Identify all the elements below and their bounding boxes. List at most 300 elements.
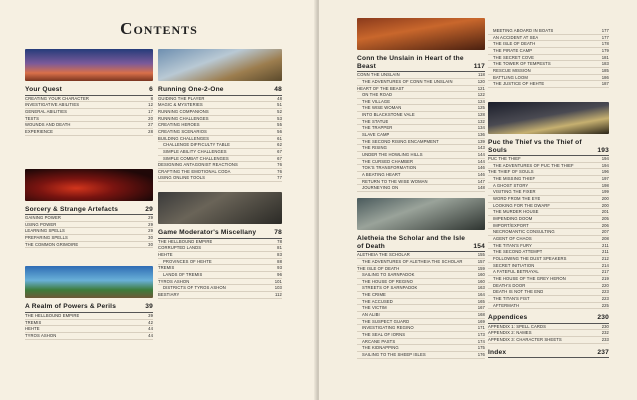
toc-entry-title: HEHTE <box>25 326 40 332</box>
toc-entry[interactable] <box>357 86 485 93</box>
toc-entry-title: A GHOST STORY <box>493 182 529 188</box>
toc-entry[interactable] <box>25 235 153 242</box>
section-your-quest <box>25 84 153 136</box>
toc-entry-title: THE SECRET COVE <box>493 54 534 60</box>
toc-entry-title: LOOKING FOR THE DWARF <box>493 202 551 208</box>
toc-entry-page: 194 <box>601 156 609 162</box>
toc-entry-title: THE COMMON GRIMOIRE <box>25 241 79 247</box>
toc-entry[interactable] <box>357 345 485 352</box>
toc-entry-page: 29 <box>148 215 153 221</box>
toc-entry[interactable] <box>357 285 485 292</box>
left-page <box>0 0 318 400</box>
toc-entry[interactable] <box>25 242 153 249</box>
toc-entry-title: PUC THE THIEF <box>488 156 521 162</box>
toc-entry-title: THE VICTIM <box>362 305 387 311</box>
toc-entry-title: THE RISING <box>362 145 387 151</box>
section-heading-title: Appendices <box>488 314 528 322</box>
toc-entry[interactable] <box>488 41 609 48</box>
toc-entry[interactable] <box>158 142 282 149</box>
toc-entry[interactable] <box>158 149 282 156</box>
toc-entry[interactable] <box>25 313 153 320</box>
toc-entry-page: 146 <box>477 165 485 171</box>
toc-entry[interactable] <box>357 266 485 273</box>
toc-entry-page: 225 <box>601 302 609 308</box>
toc-entry[interactable] <box>357 252 485 259</box>
toc-entry[interactable] <box>25 102 153 109</box>
toc-entry-title: CRAFTING THE EMOTIONAL CODA <box>158 168 231 174</box>
toc-entry-title: LEARNING SPELLS <box>25 228 65 234</box>
toc-entry-page: 178 <box>601 41 609 47</box>
toc-entry-page: 51 <box>277 102 282 108</box>
toc-entry[interactable] <box>488 75 609 82</box>
toc-entry-page: 62 <box>277 142 282 148</box>
toc-entry-page: 139 <box>477 138 485 144</box>
toc-entry-page: 155 <box>477 252 485 258</box>
toc-entry-title: THE ISLE OF DEATH <box>357 265 400 271</box>
toc-entry-page: 223 <box>601 295 609 301</box>
toc-entry-title: USING POWER <box>25 221 57 227</box>
toc-entry-page: 214 <box>601 262 609 268</box>
toc-entry[interactable] <box>488 196 609 203</box>
section-aletheia-continued <box>488 28 609 88</box>
section-realm <box>25 301 153 339</box>
toc-entry[interactable] <box>357 92 485 99</box>
toc-entry-page: 223 <box>601 289 609 295</box>
toc-entry[interactable] <box>488 156 609 163</box>
toc-entry[interactable] <box>357 132 485 139</box>
toc-entry[interactable] <box>488 81 609 88</box>
right-page-left-column <box>357 18 485 359</box>
section-heading-page: 39 <box>145 303 153 311</box>
toc-entry[interactable] <box>158 102 282 109</box>
section-gm <box>158 227 282 299</box>
toc-entry-title: TYROS ASHON <box>158 278 190 284</box>
realm-banner-image <box>25 266 153 298</box>
toc-entry[interactable] <box>488 229 609 236</box>
toc-entry[interactable] <box>158 285 282 292</box>
toc-entry[interactable] <box>158 239 282 246</box>
toc-entry-page: 185 <box>601 67 609 73</box>
right-column <box>158 49 282 299</box>
toc-entry[interactable] <box>357 185 485 192</box>
toc-entry-title: DESIGNING ANTAGONIST REACTIONS <box>158 162 238 168</box>
toc-entry-page: 199 <box>601 189 609 195</box>
toc-entry-page: 206 <box>601 222 609 228</box>
aletheia-banner-image <box>357 198 485 230</box>
toc-entry[interactable] <box>357 165 485 172</box>
toc-entry-page: 8 <box>150 95 153 101</box>
toc-entry-page: 194 <box>601 162 609 168</box>
toc-entry[interactable] <box>25 320 153 327</box>
toc-entry-title: BESTIARY <box>158 291 180 297</box>
toc-entry-page: 28 <box>148 128 153 134</box>
toc-entry-title: THE VILLAGE <box>362 98 391 104</box>
toc-entry-title: TESTS <box>25 115 39 121</box>
toc-entry-title: USING ONLINE TOOLS <box>158 175 206 181</box>
toc-entry[interactable] <box>357 99 485 106</box>
toc-entry[interactable] <box>357 145 485 152</box>
toc-entry-page: 169 <box>477 318 485 324</box>
toc-entry[interactable] <box>357 352 485 359</box>
toc-entry-page: 93 <box>277 265 282 271</box>
toc-entry-page: 146 <box>477 172 485 178</box>
toc-entry[interactable] <box>488 216 609 223</box>
toc-entry-title: THE SECOND ATTEMPT <box>493 249 543 255</box>
left-column <box>25 49 153 340</box>
section-heading-title: A Realm of Powers & Perils <box>25 303 117 311</box>
section-heading[interactable] <box>158 227 282 239</box>
toc-entry[interactable] <box>158 129 282 136</box>
toc-entry-page: 88 <box>277 258 282 264</box>
toc-entry-title: BUILDING CHALLENGES <box>158 135 210 141</box>
toc-entry[interactable] <box>357 325 485 332</box>
toc-entry-title: THE CRIME <box>362 292 386 298</box>
toc-entry-title: WOUNDS AND DEATH <box>25 122 71 128</box>
toc-entry[interactable] <box>357 312 485 319</box>
toc-entry-title: THE ADVENTURES OF CONN THE UNSLAIN <box>362 78 453 84</box>
toc-entry[interactable] <box>25 122 153 129</box>
page-title: Contents <box>120 19 198 38</box>
toc-entry-page: 67 <box>277 155 282 161</box>
toc-entry[interactable] <box>488 189 609 196</box>
toc-entry-title: BATTLING LOOM <box>493 74 528 80</box>
running-banner-image <box>158 49 282 81</box>
toc-entry[interactable] <box>158 122 282 129</box>
toc-entry-title: THE SEAL OF IORNS <box>362 332 406 338</box>
toc-entry-page: 147 <box>477 178 485 184</box>
toc-entry-title: EXPERIENCE <box>25 128 53 134</box>
toc-entry[interactable] <box>158 265 282 272</box>
section-heading-title: Sorcery & Strange Artefacts <box>25 205 119 213</box>
toc-entry-page: 48 <box>277 95 282 101</box>
toc-entry[interactable] <box>488 203 609 210</box>
toc-entry[interactable] <box>488 324 609 331</box>
toc-entry-page: 96 <box>277 272 282 277</box>
toc-entry-title: CREATING YOUR CHARACTER <box>25 95 90 101</box>
toc-entry[interactable] <box>357 125 485 132</box>
toc-entry[interactable] <box>158 259 282 266</box>
toc-entry-page: 177 <box>601 28 609 33</box>
toc-entry-title: A BEATING HEART <box>362 172 401 178</box>
section-conn <box>357 53 485 192</box>
toc-entry-title: INTO BLACKSTONE VALE <box>362 112 415 118</box>
toc-entry-page: 163 <box>477 285 485 291</box>
toc-entry[interactable] <box>158 175 282 182</box>
toc-entry[interactable] <box>158 245 282 252</box>
toc-entry[interactable] <box>488 183 609 190</box>
toc-entry-title: RUNNING COMPANIONS <box>158 108 209 114</box>
section-heading-page: 6 <box>149 86 153 93</box>
toc-entry-title: AFTERMATH <box>493 302 520 308</box>
toc-entry[interactable] <box>25 116 153 123</box>
toc-entry-page: 165 <box>477 298 485 304</box>
toc-entry[interactable] <box>488 276 609 283</box>
toc-entry-title: AN ALIBI <box>362 312 380 318</box>
toc-entry[interactable] <box>357 179 485 186</box>
toc-entry[interactable] <box>25 109 153 116</box>
toc-entry-title: A FATEFUL BETRAYAL <box>493 269 539 275</box>
toc-entry-title: GUIDING THE PLAYER <box>158 95 205 101</box>
toc-entry-page: 219 <box>601 275 609 281</box>
toc-entry[interactable] <box>488 283 609 290</box>
toc-entry[interactable] <box>488 289 609 296</box>
toc-entry[interactable] <box>488 337 609 344</box>
toc-entry-page: 118 <box>478 72 485 78</box>
section-heading[interactable] <box>25 204 153 216</box>
toc-entry[interactable] <box>357 79 485 86</box>
toc-entry-page: 201 <box>601 209 609 215</box>
toc-entry-title: THE HELLBOUND EMPIRE <box>25 313 80 318</box>
toc-entry[interactable] <box>488 209 609 216</box>
toc-entry-page: 101 <box>274 278 282 284</box>
toc-entry-page: 230 <box>601 323 609 329</box>
toc-entry-title: THE WISE WOMAN <box>362 105 402 111</box>
toc-entry[interactable] <box>158 136 282 143</box>
toc-entry-page: 217 <box>601 269 609 275</box>
toc-entry[interactable] <box>357 292 485 299</box>
gm-banner-image <box>158 192 282 224</box>
toc-entry[interactable] <box>488 236 609 243</box>
toc-entry-page: 42 <box>148 319 153 325</box>
toc-entry[interactable] <box>357 319 485 326</box>
toc-entry-page: 29 <box>148 228 153 234</box>
toc-entry-page: 176 <box>477 352 485 358</box>
section-heading[interactable] <box>158 84 282 96</box>
toc-entry[interactable] <box>488 243 609 250</box>
section-heading-title: Your Quest <box>25 86 63 93</box>
toc-entry-title: NECROMANTIC CONSULTING <box>493 229 555 235</box>
section-heading[interactable] <box>25 84 153 96</box>
toc-entry-page: 112 <box>275 291 282 297</box>
toc-entry[interactable] <box>488 249 609 256</box>
toc-entry[interactable] <box>25 228 153 235</box>
section-heading-page: 78 <box>274 229 282 237</box>
toc-entry[interactable] <box>158 156 282 163</box>
toc-entry[interactable] <box>488 330 609 337</box>
toc-entry[interactable] <box>25 96 153 103</box>
toc-entry[interactable] <box>488 61 609 68</box>
toc-entry-title: SAILING TO SARNPADOK <box>362 272 415 278</box>
section-heading-page: 193 <box>597 146 609 154</box>
toc-entry[interactable] <box>488 48 609 55</box>
toc-entry-title: THE ADVENTURES OF ALETHEIA THE SCHOLAR <box>362 258 463 264</box>
toc-entry-title: RESCUE MISSION <box>493 67 531 73</box>
section-heading[interactable] <box>357 233 485 252</box>
section-heading-page: 230 <box>597 314 609 322</box>
toc-entry-page: 233 <box>601 337 609 343</box>
toc-entry-page: 220 <box>601 282 609 288</box>
toc-entry-page: 27 <box>148 122 153 128</box>
toc-entry-page: 61 <box>277 135 282 141</box>
toc-entry[interactable] <box>357 272 485 279</box>
toc-entry-page: 211 <box>602 249 609 255</box>
section-heading-title: Game Moderator's Miscellany <box>158 229 257 237</box>
toc-entry[interactable] <box>357 259 485 266</box>
toc-entry[interactable] <box>357 72 485 79</box>
toc-entry-title: IMPENDING DOOM <box>493 216 533 221</box>
section-heading[interactable] <box>488 312 609 324</box>
toc-entry-title: THE MURDER HOUSE <box>493 209 539 215</box>
toc-entry-title: THE MISSING THIEF <box>493 176 536 182</box>
toc-entry[interactable] <box>158 96 282 103</box>
toc-entry-page: 179 <box>601 47 609 53</box>
toc-entry-page: 29 <box>148 221 153 227</box>
toc-entry-title: TREMIS <box>158 265 175 271</box>
toc-entry-page: 148 <box>477 185 485 191</box>
section-heading[interactable] <box>25 301 153 313</box>
toc-entry[interactable] <box>357 305 485 312</box>
toc-entry-title: THE KIDNAPPING <box>362 345 399 351</box>
toc-entry-page: 44 <box>148 332 153 338</box>
toc-entry-page: 30 <box>148 241 153 247</box>
toc-entry-page: 187 <box>601 81 609 87</box>
toc-entry[interactable] <box>357 279 485 286</box>
toc-entry-page: 186 <box>601 74 609 80</box>
toc-entry[interactable] <box>488 303 609 310</box>
toc-entry-page: 56 <box>277 128 282 134</box>
toc-entry[interactable] <box>357 299 485 306</box>
toc-entry-title: INVESTIGATIVE ABILITIES <box>25 102 80 108</box>
toc-entry-page: 128 <box>477 112 485 118</box>
toc-entry-title: VISITING THE FIXER <box>493 189 536 195</box>
puc-banner-image <box>488 102 609 134</box>
toc-entry[interactable] <box>357 112 485 119</box>
toc-entry-page: 159 <box>477 265 485 271</box>
toc-entry[interactable] <box>488 296 609 303</box>
toc-entry-title: PREPARING SPELLS <box>25 235 68 241</box>
toc-entry-page: 132 <box>477 118 485 124</box>
toc-entry-title: APPENDIX 2: NAMES <box>488 330 532 336</box>
toc-entry[interactable] <box>158 109 282 116</box>
toc-entry[interactable] <box>357 139 485 146</box>
toc-entry[interactable] <box>158 279 282 286</box>
toc-entry-title: THE TOWER OF TEMPESTS <box>493 61 551 67</box>
section-heading-page: 154 <box>473 242 485 250</box>
toc-entry-title: HEART OF THE BEAST <box>357 85 405 91</box>
toc-entry-page: 198 <box>601 182 609 188</box>
toc-entry-title: SECRET INITIATION <box>493 262 535 268</box>
toc-entry-title: WORD FROM THE EYE <box>493 196 541 202</box>
toc-entry-page: 78 <box>277 238 282 244</box>
toc-entry[interactable] <box>158 272 282 279</box>
toc-entry-page: 120 <box>477 78 485 84</box>
section-puc <box>488 137 609 309</box>
toc-entry-page: 200 <box>601 196 609 202</box>
toc-entry-title: RETURN TO THE WISE WOMAN <box>362 178 428 184</box>
toc-entry[interactable] <box>357 159 485 166</box>
toc-entry[interactable] <box>357 152 485 159</box>
toc-entry[interactable] <box>25 326 153 333</box>
toc-entry-title: CHALLENGE DIFFICULTY TABLE <box>163 142 230 148</box>
toc-entry[interactable] <box>158 292 282 299</box>
section-heading-title: Running One-2-One <box>158 86 224 93</box>
toc-entry-title: THE TITAN'S FURY <box>493 242 532 248</box>
toc-entry[interactable] <box>25 333 153 340</box>
toc-entry-page: 173 <box>477 332 485 338</box>
toc-entry[interactable] <box>357 339 485 346</box>
toc-entry[interactable] <box>357 332 485 339</box>
toc-entry-page: 167 <box>477 305 485 311</box>
toc-entry[interactable] <box>25 129 153 136</box>
toc-entry-page: 17 <box>148 108 153 114</box>
right-page-right-column <box>488 28 609 358</box>
toc-entry[interactable] <box>488 35 609 42</box>
toc-entry[interactable] <box>25 222 153 229</box>
toc-entry-page: 143 <box>477 145 485 151</box>
section-heading-title: Puc the Thief vs the Thief of Souls <box>488 138 582 154</box>
right-page <box>319 0 637 400</box>
toc-entry-page: 52 <box>277 108 282 114</box>
section-index <box>488 347 609 359</box>
toc-entry-title: DEATH'S DOOR <box>493 282 526 288</box>
section-aletheia <box>357 233 485 359</box>
toc-entry[interactable] <box>488 28 609 35</box>
section-heading[interactable] <box>488 137 609 156</box>
toc-entry-page: 144 <box>477 152 485 158</box>
toc-entry-title: THE ACCUSED <box>362 298 393 304</box>
toc-entry-title: ALETHEIA THE SCHOLAR <box>357 252 410 258</box>
section-heading-title: Index <box>488 348 507 356</box>
toc-entry[interactable] <box>488 68 609 75</box>
toc-entry-title: THE ISLE OF DEATH <box>493 41 536 47</box>
toc-entry[interactable] <box>488 169 609 176</box>
toc-entry-page: 30 <box>148 235 153 241</box>
toc-entry[interactable] <box>488 223 609 230</box>
toc-entry[interactable] <box>488 263 609 270</box>
toc-entry[interactable] <box>158 116 282 123</box>
conn-banner-image <box>357 18 485 50</box>
toc-entry[interactable] <box>25 215 153 222</box>
your-quest-banner-image <box>25 49 153 81</box>
toc-entry-page: 20 <box>148 115 153 121</box>
toc-entry[interactable] <box>357 172 485 179</box>
toc-entry[interactable] <box>488 256 609 263</box>
toc-entry-page: 205 <box>601 216 609 221</box>
toc-entry[interactable] <box>488 269 609 276</box>
toc-entry-title: ARCANE PASTS <box>362 338 396 344</box>
toc-entry-page: 81 <box>277 245 282 251</box>
toc-entry-title: GAINING POWER <box>25 215 61 221</box>
toc-entry-title: THE SECOND RISING ENCAMPMENT <box>362 138 439 144</box>
toc-entry[interactable] <box>158 162 282 169</box>
toc-entry-title: THE PIRATE CAMP <box>493 47 533 53</box>
toc-entry-title: MEETING ABOARD IN BOATS <box>493 28 554 33</box>
section-heading-page: 48 <box>274 86 282 93</box>
section-heading[interactable] <box>357 53 485 72</box>
toc-entry-title: GENERAL ABILITIES <box>25 108 68 114</box>
toc-entry-page: 67 <box>277 148 282 154</box>
toc-entry-page: 160 <box>477 278 485 284</box>
section-heading[interactable] <box>488 347 609 359</box>
toc-entry[interactable] <box>357 119 485 126</box>
toc-entry[interactable] <box>488 176 609 183</box>
toc-entry-page: 122 <box>477 92 485 98</box>
toc-entry[interactable] <box>357 105 485 112</box>
toc-entry-page: 164 <box>477 292 485 298</box>
toc-entry[interactable] <box>158 169 282 176</box>
section-heading-title: Aletheia the Scholar and the Isle of Death <box>357 235 466 250</box>
toc-entry-page: 175 <box>477 345 485 351</box>
toc-entry[interactable] <box>158 252 282 259</box>
toc-entry[interactable] <box>488 55 609 62</box>
toc-entry-title: MAGIC & MYSTERIES <box>158 102 203 108</box>
section-heading-page: 237 <box>597 348 609 356</box>
toc-entry-page: 55 <box>277 122 282 128</box>
toc-entry[interactable] <box>488 163 609 170</box>
toc-entry-title: THE STATUE <box>362 118 389 124</box>
toc-entry-title: SLAVE CAMP <box>362 132 390 138</box>
toc-entry-page: 212 <box>601 255 609 261</box>
